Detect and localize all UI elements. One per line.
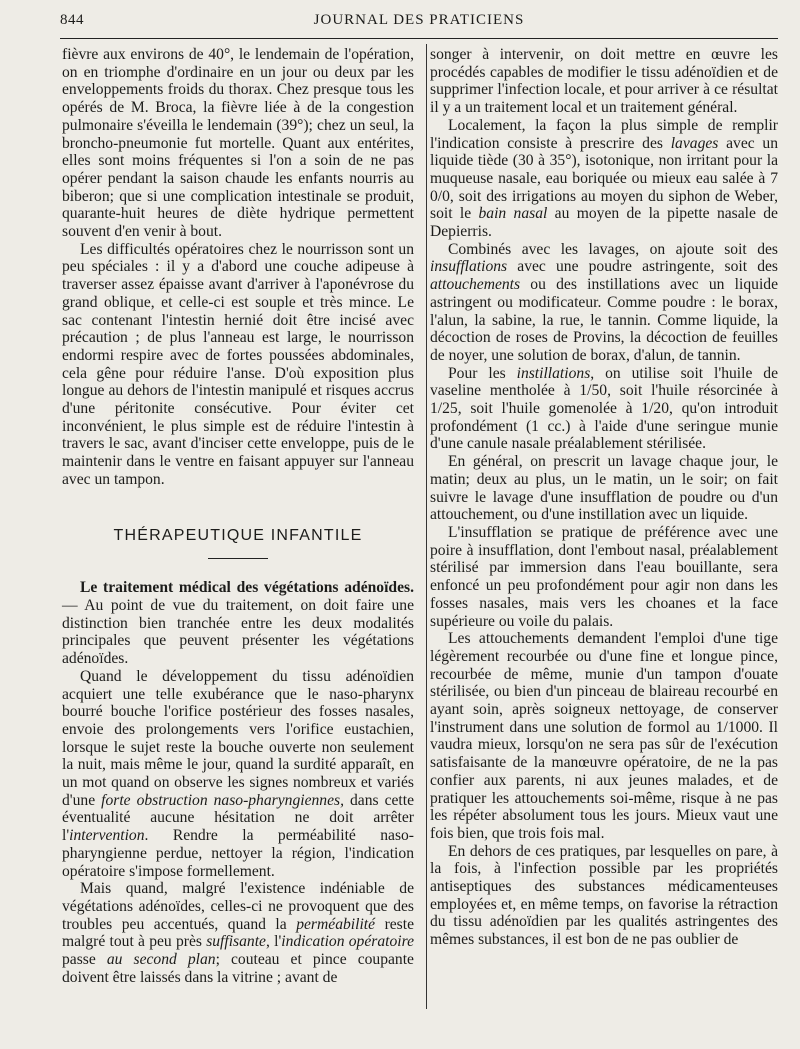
italic-run: suffisante — [206, 933, 266, 951]
paragraph: Les difficultés opératoires chez le nourrisson sont un peu spéciales : il y a d'abord une couche adipeuse à traverser assez épaisse avant d'arriver à l'aponévrose du grand oblique, et celle-ci est souple et très mince. Le sac contenant l'intestin hernié doit être incisé avec précaution ; de plus l'anneau est large, le nourrisson endormi respire avec de fortes poussées abdominales, cela gêne pour réduire l'anse. D'où exposition plus longue au dehors de l'intestin manipulé et risques accrus d'une péritonite consécutive. Pour éviter cet inconvénient, le plus simple est de réduire l'intestin à travers le sac, avant d'inciser cette enveloppe, puis de le maintenir dans le ventre en faisant appuyer sur l'anneau avec un tampon. — [62, 240, 414, 488]
italic-run: perméabilité — [296, 915, 376, 933]
text-run: Quand le développement du tissu adénoïdien acquiert une telle exubérance que le naso-pharynx bourré bouche l'orifice postérieur des fosses nasales, envoie des prolongements vers l'orifice eustachien, lorsque le sujet reste la bouche ouverte non seulement la nuit, mais même le jour, quand la surdité apparaît, en un mot quand on observe les signes nombreux et variés d'une — [62, 667, 414, 809]
page-number: 844 — [60, 12, 84, 28]
text-run: Pour les — [448, 364, 517, 382]
text-run: Localement, la façon la plus simple de remplir l'indication consiste à prescrire des — [430, 116, 778, 152]
text-run: dans cette éventualité aucune hésitation ne doit arrêter l' — [62, 791, 414, 845]
header-rule — [60, 38, 778, 39]
article-intro-paragraph — [62, 579, 414, 668]
italic-run: bain nasal — [478, 205, 548, 223]
paragraph — [430, 241, 778, 365]
paragraph: En dehors de ces pratiques, par lesquelles on pare, à la fois, à l'infection possible par les propriétés antiseptiques des substances médicamenteuses employées et, en même temps, on favorise la rétraction du tissu adénoïdien par les qualités astringentes des mêmes substances, il est bon de ne pas oublier de — [430, 842, 778, 949]
text-run: , l' — [265, 933, 282, 951]
left-column — [62, 46, 414, 986]
text-run: ; couteau et pince coupante doivent être laissés dans la vitrine ; avant de — [62, 951, 414, 986]
running-title: JOURNAL DES PRATICIENS — [313, 12, 525, 28]
section-heading: THÉRAPEUTIQUE INFANTILE — [113, 526, 363, 544]
right-column — [430, 46, 778, 949]
section-rule — [208, 558, 268, 559]
article-title: Le traitement médical des végétations adénoïdes. — [80, 579, 414, 597]
text-run: ou des instillations avec un liquide astringent ou modificateur. Comme poudre : le borax, l'alun, la sabine, la rue, le tannin. Comme liquide, la décoction de roses de Provins, la décoction de feuilles de noyer, une solution de borax, d'alun, de tannin. — [430, 276, 778, 364]
paragraph: L'insufflation se pratique de préférence avec une poire à insufflation, dont l'embout nasal, préalablement stérilisé par immersion dans l'eau bouillante, sera enfoncé un peu profondément pour agir non dans les fosses nasales, mais vers les choanes et la face supérieure ou voile du palais. — [430, 523, 778, 630]
paragraph: En général, on prescrit un lavage chaque jour, le matin; deux au plus, un le matin, un le soir; on fait suivre le lavage d'une insufflation de poudre ou d'un attouchement, ou d'une instillation avec un liquide. — [430, 453, 778, 524]
italic-run: lavages — [670, 134, 719, 152]
text-run: reste malgré tout à peu près — [62, 915, 415, 951]
text-run: Mais quand, malgré l'existence indéniable de végétations adénoïdes, celles-ci ne provoquent que des troubles peu accentués, quand la — [62, 880, 414, 933]
column-divider — [426, 44, 427, 1009]
text-run: — Au point de vue du traitement, on doit faire une distinction bien tranchée entre les deux modalités principales que peuvent présenter les végétations adénoïdes. — [62, 596, 414, 668]
italic-run: intervention — [69, 827, 145, 845]
paragraph — [430, 117, 778, 241]
paragraph — [62, 880, 414, 986]
italic-run: indication opératoire — [281, 933, 414, 951]
page-header — [60, 12, 778, 34]
text-run: . Rendre la perméabilité naso-pharyngienne perdue, nettoyer la région, l'indication opératoire s'impose formellement. — [62, 827, 414, 880]
paragraph: fièvre aux environs de 40°, le lendemain de l'opération, on en triomphe d'ordinaire en un jour ou deux par les enveloppements froids du thorax. Chez presque tous les opérés de M. Broca, la fièvre liée à de la congestion pulmonaire s'éveilla le lendemain (39°); chez un seul, la broncho-pneumonie fut mortelle. Quant aux entérites, elles sont moins fréquentes si l'on a soin de ne pas opérer pendant la saison chaude les enfants nourris au biberon; que si une complication intestinale se produit, quarante-huit heures de diète hydrique permettent souvent d'en venir à bout. — [62, 46, 414, 241]
paragraph: Les attouchements demandent l'emploi d'une tige légèrement recourbée ou d'une fine et longue pince, recourbée de même, munie d'un tampon d'ouate stérilisée, ou bien d'un pinceau de blaireau recourbé en ayant soin, après soigneux nettoyage, de conserver l'instrument dans une solution de formol au 1/1000. Il vaudra mieux, lorsqu'on ne sera pas sûr de l'exécution satisfaisante de la manœuvre opératoire, de ne la pas confier aux parents, ni aux jeunes malades, et de pratiquer les attouchements soi-même, risque à ne pas les répéter absolument tous les jours. Mieux vaut une fois bien, que trois fois mal. — [430, 630, 778, 842]
paragraph — [430, 365, 778, 454]
text-run: passe — [62, 951, 107, 969]
paragraph — [62, 668, 414, 880]
italic-run: forte obstruction naso-pharyngiennes, — [101, 791, 344, 809]
text-run: Combinés avec les lavages, on ajoute soit des — [448, 240, 778, 258]
italic-run: au second plan — [106, 951, 216, 969]
text-run: , on utilise soit l'huile de vaseline mentholée à 1/50, soit l'huile résorcinée à 1/25, soit l'huile gomenolée à 1/20, qu'on introduit profondément (1 cc.) à l'aide d'une seringue munie d'une canule nasale préalablement stérilisée. — [430, 364, 779, 453]
text-run: avec une poudre astringente, soit des — [507, 258, 778, 276]
italic-run: attouchements — [430, 276, 521, 294]
text-run: avec un liquide tiède (30 à 35°), isotonique, non irritant pour la muqueuse nasale, eau boriquée ou mieux eau salée à 7 0/0, soit des irrigations au moyen du siphon de Weber, soit le — [430, 134, 779, 223]
paragraph: songer à intervenir, on doit mettre en œuvre les procédés capables de modifier le tissu adénoïdien et de supprimer l'infection locale, et pour arriver à ce résultat il y a un traitement local et un traitement général. — [430, 46, 778, 117]
italic-run: insufflations — [430, 258, 508, 276]
italic-run: instillations — [516, 364, 591, 382]
text-run: au moyen de la pipette nasale de Depierris. — [430, 205, 778, 241]
